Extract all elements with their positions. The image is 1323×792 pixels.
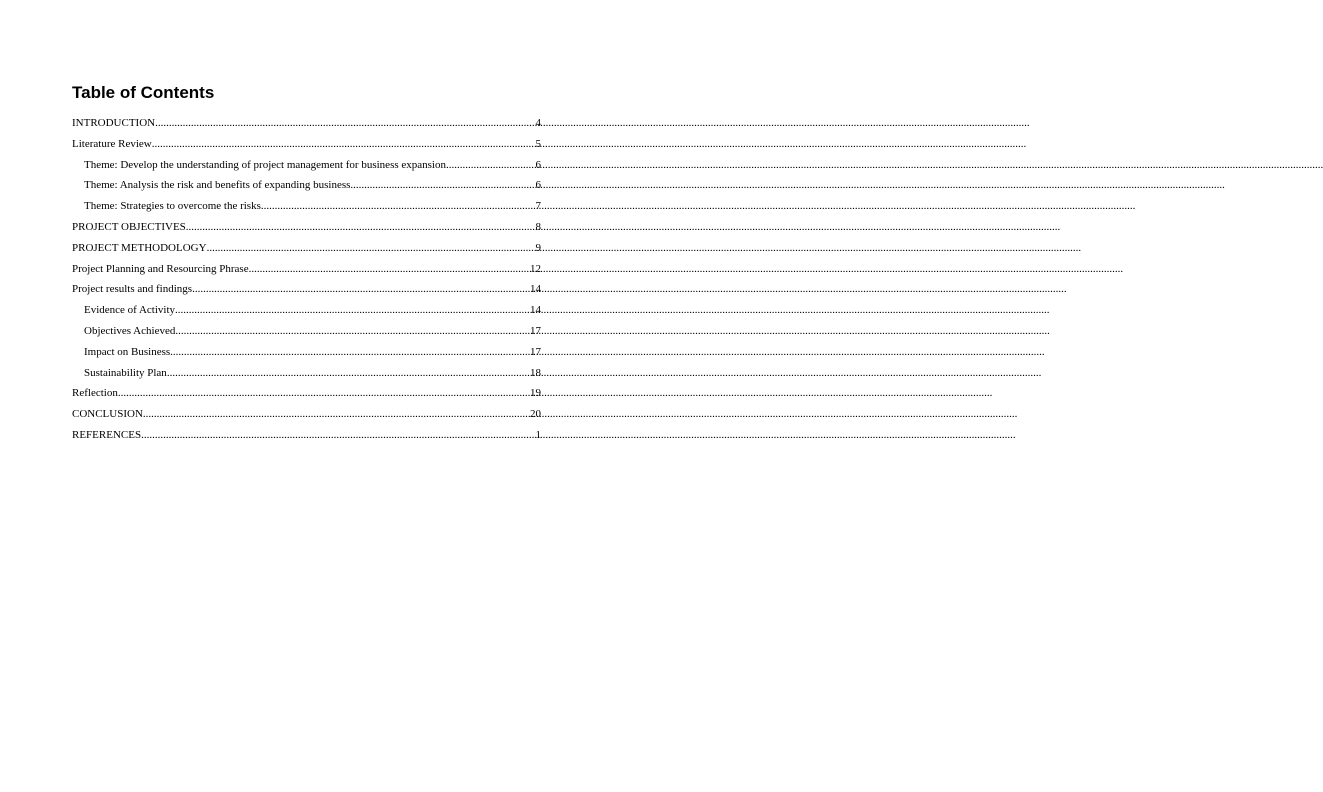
- toc-entry[interactable]: [72, 220, 541, 241]
- toc-dot-leader: [141, 428, 535, 442]
- toc-entry-label: INTRODUCTION: [72, 117, 156, 129]
- table-of-contents: [72, 116, 541, 449]
- toc-dot-leader: [118, 386, 530, 400]
- toc-entry[interactable]: [72, 428, 541, 449]
- toc-page-number: 5: [535, 137, 541, 150]
- toc-entry-label: Reflection: [72, 387, 118, 400]
- toc-entry-label: Project Planning and Resourcing Phrase: [72, 262, 249, 275]
- toc-entry[interactable]: [72, 366, 541, 387]
- toc-dot-leader: [152, 137, 536, 151]
- toc-entry-label: Theme: Analysis the risk and benefits of expanding business: [84, 179, 351, 192]
- toc-entry[interactable]: [72, 241, 541, 262]
- toc-entry[interactable]: [72, 303, 541, 324]
- document-page: [0, 0, 612, 792]
- toc-entry[interactable]: [72, 345, 541, 366]
- toc-entry-label: Evidence of Activity: [84, 304, 176, 317]
- toc-page-number: 12: [530, 262, 541, 275]
- toc-entry-label: PROJECT METHODOLOGY: [72, 241, 207, 254]
- toc-page-number: 18: [530, 366, 541, 379]
- toc-entry[interactable]: [72, 158, 541, 179]
- toc-page-number: 14: [530, 304, 541, 317]
- toc-dot-leader: [449, 158, 536, 172]
- toc-dot-leader: [207, 241, 536, 255]
- toc-entry[interactable]: [72, 282, 541, 303]
- toc-entry-label: REFERENCES: [72, 428, 142, 441]
- toc-page-number: 6: [535, 158, 541, 171]
- toc-entry[interactable]: [72, 199, 541, 220]
- toc-entry[interactable]: [72, 178, 541, 199]
- toc-page-number: 17: [530, 324, 541, 337]
- toc-dot-leader: [261, 199, 536, 213]
- toc-dot-leader: [143, 407, 530, 421]
- toc-dot-leader: [249, 262, 530, 276]
- toc-page-number: 7: [535, 200, 541, 213]
- toc-page-number: 1: [535, 428, 541, 441]
- toc-dot-leader: [186, 220, 536, 234]
- toc-entry[interactable]: [72, 324, 541, 345]
- toc-entry[interactable]: [72, 137, 541, 158]
- toc-entry[interactable]: [72, 116, 541, 137]
- toc-entry-label: Theme: Develop the understanding of project management for business expansion.: [84, 158, 449, 171]
- toc-page-number: 8: [535, 220, 541, 233]
- toc-dot-leader: [170, 345, 530, 359]
- toc-page-number: 17: [530, 345, 541, 358]
- toc-page-number: 20: [530, 408, 541, 421]
- toc-page-number: 4: [535, 117, 541, 129]
- toc-dot-leader: [167, 366, 530, 380]
- toc-dot-leader: [175, 303, 530, 317]
- toc-entry[interactable]: [72, 407, 541, 428]
- toc-entry[interactable]: [72, 386, 541, 407]
- toc-entry-label: Sustainability Plan: [84, 366, 167, 379]
- toc-page-number: 9: [535, 241, 541, 254]
- toc-page-number: 14: [530, 283, 541, 296]
- toc-dot-leader: [175, 324, 530, 338]
- toc-entry-label: Objectives Achieved: [84, 324, 176, 337]
- toc-dot-leader: [350, 178, 535, 192]
- toc-entry-label: Literature Review: [72, 137, 152, 150]
- toc-page-number: 6: [535, 179, 541, 192]
- toc-entry-label: Project results and findings: [72, 283, 193, 296]
- toc-entry[interactable]: [72, 262, 541, 283]
- toc-entry-label: PROJECT OBJECTIVES: [72, 220, 186, 233]
- toc-entry-label: Impact on Business: [84, 345, 171, 358]
- toc-page-number: 19: [530, 387, 541, 400]
- toc-title: Table of Contents: [72, 83, 215, 102]
- toc-entry-label: CONCLUSION: [72, 408, 143, 421]
- toc-entry-label: Theme: Strategies to overcome the risks: [84, 200, 261, 213]
- toc-dot-leader: [155, 116, 535, 130]
- toc-dot-leader: [192, 282, 530, 296]
